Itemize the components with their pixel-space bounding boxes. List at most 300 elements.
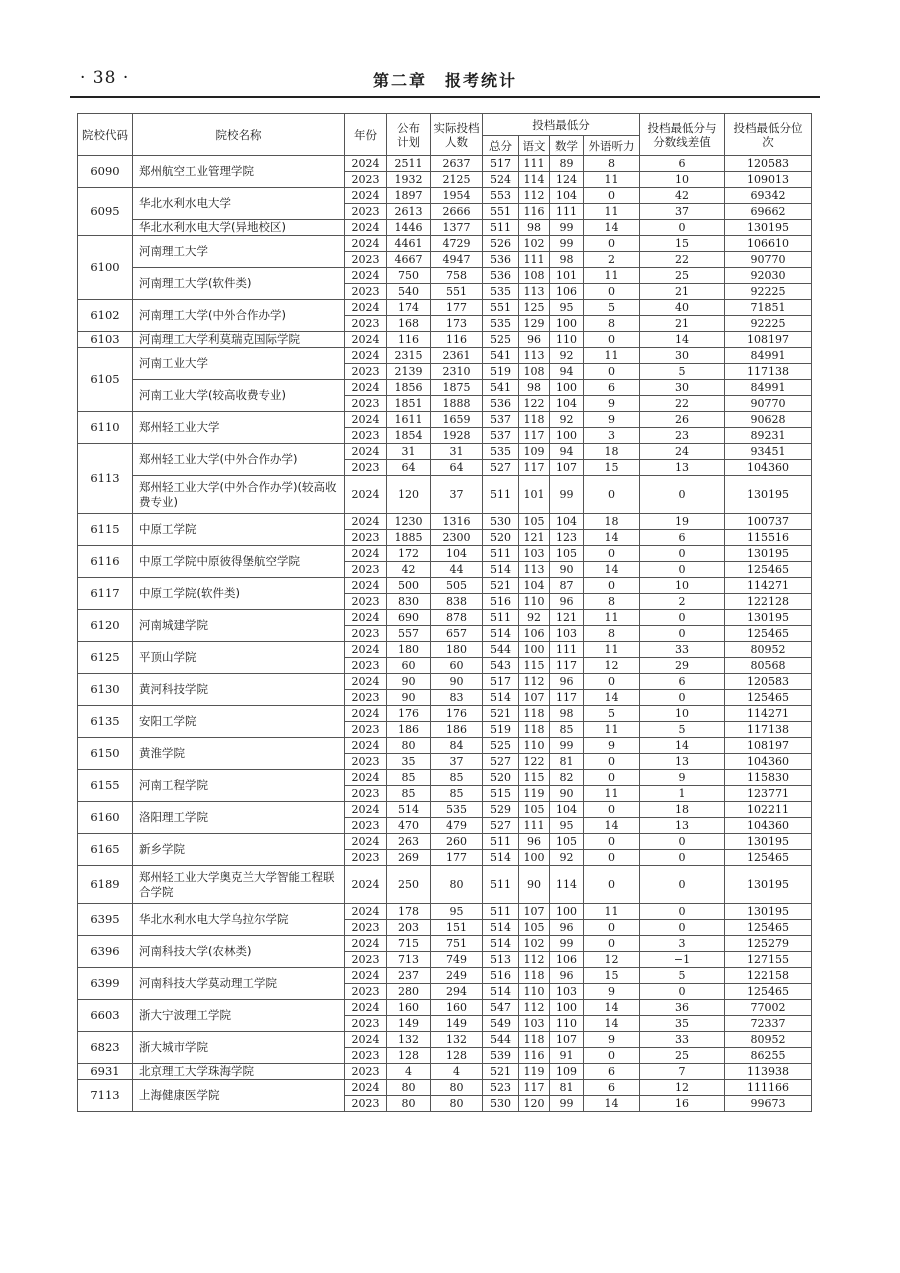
- chinese-cell: 103: [519, 546, 550, 562]
- rank-cell: 93451: [725, 444, 812, 460]
- actual-cell: 160: [431, 1000, 483, 1016]
- actual-cell: 2666: [431, 204, 483, 220]
- total-cell: 511: [483, 220, 519, 236]
- listening-cell: 0: [584, 546, 640, 562]
- plan-cell: 1854: [387, 428, 431, 444]
- listening-cell: 9: [584, 1032, 640, 1048]
- listening-cell: 5: [584, 300, 640, 316]
- total-cell: 519: [483, 722, 519, 738]
- chinese-cell: 118: [519, 412, 550, 428]
- page-header: [70, 66, 820, 94]
- year-cell: 2024: [345, 300, 387, 316]
- year-cell: 2023: [345, 396, 387, 412]
- total-cell: 539: [483, 1048, 519, 1064]
- year-cell: 2023: [345, 952, 387, 968]
- listening-cell: 11: [584, 642, 640, 658]
- chinese-cell: 119: [519, 1064, 550, 1080]
- rank-cell: 104360: [725, 754, 812, 770]
- school-name-cell: 河南理工大学(中外合作办学): [133, 300, 345, 332]
- year-cell: 2024: [345, 444, 387, 460]
- total-cell: 515: [483, 786, 519, 802]
- diff-cell: 6: [640, 530, 725, 546]
- chinese-cell: 101: [519, 476, 550, 514]
- listening-cell: 0: [584, 332, 640, 348]
- school-name-cell: 郑州航空工业管理学院: [133, 156, 345, 188]
- diff-cell: 35: [640, 1016, 725, 1032]
- plan-cell: 180: [387, 642, 431, 658]
- chinese-cell: 120: [519, 1096, 550, 1112]
- total-cell: 536: [483, 396, 519, 412]
- school-code-cell: 6095: [78, 188, 133, 236]
- chinese-cell: 117: [519, 1080, 550, 1096]
- header-rule: [70, 96, 820, 98]
- diff-cell: 33: [640, 1032, 725, 1048]
- actual-cell: 64: [431, 460, 483, 476]
- plan-cell: 80: [387, 1096, 431, 1112]
- rank-cell: 125465: [725, 920, 812, 936]
- diff-cell: 0: [640, 850, 725, 866]
- diff-cell: 37: [640, 204, 725, 220]
- plan-cell: 1230: [387, 514, 431, 530]
- math-cell: 94: [550, 444, 584, 460]
- year-cell: 2024: [345, 220, 387, 236]
- listening-cell: 0: [584, 770, 640, 786]
- header-code: 院校代码: [78, 114, 133, 156]
- diff-cell: 2: [640, 594, 725, 610]
- diff-cell: 25: [640, 1048, 725, 1064]
- table-row: [78, 904, 812, 920]
- actual-cell: 1888: [431, 396, 483, 412]
- school-name-cell: 郑州轻工业大学(中外合作办学): [133, 444, 345, 476]
- school-code-cell: 6135: [78, 706, 133, 738]
- math-cell: 96: [550, 920, 584, 936]
- diff-cell: 10: [640, 706, 725, 722]
- total-cell: 549: [483, 1016, 519, 1032]
- table-row: [78, 348, 812, 364]
- actual-cell: 294: [431, 984, 483, 1000]
- plan-cell: 715: [387, 936, 431, 952]
- total-cell: 511: [483, 834, 519, 850]
- rank-cell: 117138: [725, 722, 812, 738]
- chinese-cell: 118: [519, 1032, 550, 1048]
- math-cell: 106: [550, 952, 584, 968]
- actual-cell: 535: [431, 802, 483, 818]
- rank-cell: 115516: [725, 530, 812, 546]
- actual-cell: 4729: [431, 236, 483, 252]
- diff-cell: 25: [640, 268, 725, 284]
- table-row: [78, 1000, 812, 1016]
- year-cell: 2024: [345, 380, 387, 396]
- year-cell: 2023: [345, 284, 387, 300]
- plan-cell: 2511: [387, 156, 431, 172]
- rank-cell: 90770: [725, 396, 812, 412]
- plan-cell: 35: [387, 754, 431, 770]
- chinese-cell: 112: [519, 188, 550, 204]
- school-name-cell: 新乡学院: [133, 834, 345, 866]
- chinese-cell: 96: [519, 332, 550, 348]
- total-cell: 516: [483, 968, 519, 984]
- plan-cell: 263: [387, 834, 431, 850]
- school-code-cell: 6823: [78, 1032, 133, 1064]
- actual-cell: 84: [431, 738, 483, 754]
- total-cell: 521: [483, 706, 519, 722]
- year-cell: 2024: [345, 514, 387, 530]
- diff-cell: 29: [640, 658, 725, 674]
- year-cell: 2024: [345, 156, 387, 172]
- chinese-cell: 116: [519, 1048, 550, 1064]
- school-code-cell: 6396: [78, 936, 133, 968]
- diff-cell: 21: [640, 316, 725, 332]
- year-cell: 2024: [345, 1000, 387, 1016]
- listening-cell: 11: [584, 722, 640, 738]
- year-cell: 2024: [345, 476, 387, 514]
- actual-cell: 1954: [431, 188, 483, 204]
- table-row: [78, 610, 812, 626]
- chinese-cell: 112: [519, 674, 550, 690]
- school-name-cell: 河南工业大学(较高收费专业): [133, 380, 345, 412]
- listening-cell: 14: [584, 1016, 640, 1032]
- rank-cell: 111166: [725, 1080, 812, 1096]
- table-row: [78, 300, 812, 316]
- listening-cell: 0: [584, 1048, 640, 1064]
- school-name-cell: 北京理工大学珠海学院: [133, 1064, 345, 1080]
- math-cell: 96: [550, 968, 584, 984]
- school-name-cell: 中原工学院中原彼得堡航空学院: [133, 546, 345, 578]
- year-cell: 2024: [345, 236, 387, 252]
- year-cell: 2024: [345, 706, 387, 722]
- math-cell: 99: [550, 236, 584, 252]
- table-row: [78, 236, 812, 252]
- listening-cell: 15: [584, 968, 640, 984]
- header-plan: 公布计划: [387, 114, 431, 156]
- rank-cell: 130195: [725, 866, 812, 904]
- math-cell: 121: [550, 610, 584, 626]
- listening-cell: 11: [584, 204, 640, 220]
- math-cell: 87: [550, 578, 584, 594]
- chinese-cell: 118: [519, 968, 550, 984]
- diff-cell: 6: [640, 674, 725, 690]
- rank-cell: 125465: [725, 562, 812, 578]
- rank-cell: 122158: [725, 968, 812, 984]
- total-cell: 514: [483, 984, 519, 1000]
- rank-cell: 71851: [725, 300, 812, 316]
- chinese-cell: 121: [519, 530, 550, 546]
- plan-cell: 500: [387, 578, 431, 594]
- listening-cell: 8: [584, 156, 640, 172]
- math-cell: 110: [550, 1016, 584, 1032]
- school-code-cell: 6102: [78, 300, 133, 332]
- actual-cell: 176: [431, 706, 483, 722]
- plan-cell: 557: [387, 626, 431, 642]
- table-row: [78, 866, 812, 904]
- plan-cell: 60: [387, 658, 431, 674]
- rank-cell: 130195: [725, 834, 812, 850]
- table-row: [78, 968, 812, 984]
- total-cell: 520: [483, 770, 519, 786]
- plan-cell: 168: [387, 316, 431, 332]
- year-cell: 2024: [345, 348, 387, 364]
- total-cell: 514: [483, 690, 519, 706]
- actual-cell: 149: [431, 1016, 483, 1032]
- chinese-cell: 106: [519, 626, 550, 642]
- math-cell: 91: [550, 1048, 584, 1064]
- total-cell: 511: [483, 904, 519, 920]
- chinese-cell: 105: [519, 802, 550, 818]
- school-name-cell: 黄淮学院: [133, 738, 345, 770]
- listening-cell: 6: [584, 1064, 640, 1080]
- diff-cell: 0: [640, 562, 725, 578]
- listening-cell: 9: [584, 738, 640, 754]
- total-cell: 530: [483, 514, 519, 530]
- rank-cell: 90628: [725, 412, 812, 428]
- diff-cell: 13: [640, 818, 725, 834]
- total-cell: 541: [483, 348, 519, 364]
- actual-cell: 657: [431, 626, 483, 642]
- total-cell: 536: [483, 268, 519, 284]
- rank-cell: 86255: [725, 1048, 812, 1064]
- actual-cell: 60: [431, 658, 483, 674]
- actual-cell: 37: [431, 476, 483, 514]
- math-cell: 98: [550, 252, 584, 268]
- school-code-cell: 6603: [78, 1000, 133, 1032]
- header-rank: 投档最低分位次: [725, 114, 812, 156]
- chinese-cell: 112: [519, 1000, 550, 1016]
- year-cell: 2023: [345, 722, 387, 738]
- math-cell: 98: [550, 706, 584, 722]
- actual-cell: 758: [431, 268, 483, 284]
- rank-cell: 120583: [725, 156, 812, 172]
- listening-cell: 8: [584, 594, 640, 610]
- chinese-cell: 129: [519, 316, 550, 332]
- plan-cell: 85: [387, 786, 431, 802]
- chinese-cell: 105: [519, 514, 550, 530]
- diff-cell: 26: [640, 412, 725, 428]
- rank-cell: 80952: [725, 642, 812, 658]
- actual-cell: 128: [431, 1048, 483, 1064]
- chinese-cell: 98: [519, 220, 550, 236]
- math-cell: 100: [550, 428, 584, 444]
- actual-cell: 90: [431, 674, 483, 690]
- diff-cell: 13: [640, 460, 725, 476]
- math-cell: 123: [550, 530, 584, 546]
- math-cell: 104: [550, 514, 584, 530]
- math-cell: 89: [550, 156, 584, 172]
- listening-cell: 14: [584, 1000, 640, 1016]
- listening-cell: 0: [584, 834, 640, 850]
- actual-cell: 4: [431, 1064, 483, 1080]
- chinese-cell: 107: [519, 904, 550, 920]
- actual-cell: 551: [431, 284, 483, 300]
- diff-cell: 0: [640, 546, 725, 562]
- plan-cell: 2315: [387, 348, 431, 364]
- math-cell: 94: [550, 364, 584, 380]
- diff-cell: 0: [640, 866, 725, 904]
- table-row: [78, 802, 812, 818]
- plan-cell: 4461: [387, 236, 431, 252]
- year-cell: 2023: [345, 316, 387, 332]
- listening-cell: 6: [584, 1080, 640, 1096]
- math-cell: 99: [550, 738, 584, 754]
- math-cell: 103: [550, 626, 584, 642]
- table-row: [78, 332, 812, 348]
- total-cell: 514: [483, 920, 519, 936]
- listening-cell: 0: [584, 284, 640, 300]
- rank-cell: 125465: [725, 626, 812, 642]
- total-cell: 527: [483, 754, 519, 770]
- math-cell: 117: [550, 690, 584, 706]
- rank-cell: 125465: [725, 690, 812, 706]
- school-name-cell: 郑州轻工业大学奥克兰大学智能工程联合学院: [133, 866, 345, 904]
- plan-cell: 237: [387, 968, 431, 984]
- actual-cell: 4947: [431, 252, 483, 268]
- diff-cell: 40: [640, 300, 725, 316]
- school-name-cell: 浙大城市学院: [133, 1032, 345, 1064]
- diff-cell: 14: [640, 332, 725, 348]
- plan-cell: 690: [387, 610, 431, 626]
- math-cell: 99: [550, 476, 584, 514]
- rank-cell: 114271: [725, 578, 812, 594]
- plan-cell: 176: [387, 706, 431, 722]
- school-name-cell: 河南工程学院: [133, 770, 345, 802]
- school-name-cell: 郑州轻工业大学: [133, 412, 345, 444]
- listening-cell: 6: [584, 380, 640, 396]
- actual-cell: 1875: [431, 380, 483, 396]
- year-cell: 2023: [345, 204, 387, 220]
- chinese-cell: 90: [519, 866, 550, 904]
- rank-cell: 125465: [725, 850, 812, 866]
- table-row: [78, 444, 812, 460]
- header-actual: 实际投档人数: [431, 114, 483, 156]
- rank-cell: 130195: [725, 220, 812, 236]
- plan-cell: 203: [387, 920, 431, 936]
- math-cell: 92: [550, 850, 584, 866]
- math-cell: 90: [550, 562, 584, 578]
- school-name-cell: 河南理工大学(软件类): [133, 268, 345, 300]
- total-cell: 514: [483, 850, 519, 866]
- listening-cell: 9: [584, 984, 640, 1000]
- rank-cell: 106610: [725, 236, 812, 252]
- plan-cell: 280: [387, 984, 431, 1000]
- table-row: [78, 220, 812, 236]
- year-cell: 2024: [345, 770, 387, 786]
- actual-cell: 749: [431, 952, 483, 968]
- total-cell: 544: [483, 1032, 519, 1048]
- year-cell: 2023: [345, 658, 387, 674]
- listening-cell: 0: [584, 476, 640, 514]
- table-row: [78, 706, 812, 722]
- rank-cell: 100737: [725, 514, 812, 530]
- rank-cell: 114271: [725, 706, 812, 722]
- total-cell: 536: [483, 252, 519, 268]
- plan-cell: 713: [387, 952, 431, 968]
- school-code-cell: 6399: [78, 968, 133, 1000]
- school-code-cell: 6103: [78, 332, 133, 348]
- listening-cell: 0: [584, 936, 640, 952]
- header-year: 年份: [345, 114, 387, 156]
- actual-cell: 186: [431, 722, 483, 738]
- math-cell: 111: [550, 642, 584, 658]
- chinese-cell: 111: [519, 252, 550, 268]
- rank-cell: 99673: [725, 1096, 812, 1112]
- actual-cell: 1659: [431, 412, 483, 428]
- math-cell: 107: [550, 1032, 584, 1048]
- plan-cell: 830: [387, 594, 431, 610]
- table-row: [78, 578, 812, 594]
- year-cell: 2023: [345, 172, 387, 188]
- year-cell: 2023: [345, 530, 387, 546]
- chinese-cell: 122: [519, 754, 550, 770]
- chinese-cell: 116: [519, 204, 550, 220]
- diff-cell: 5: [640, 968, 725, 984]
- school-name-cell: 河南城建学院: [133, 610, 345, 642]
- total-cell: 511: [483, 476, 519, 514]
- plan-cell: 132: [387, 1032, 431, 1048]
- year-cell: 2024: [345, 738, 387, 754]
- year-cell: 2023: [345, 786, 387, 802]
- math-cell: 85: [550, 722, 584, 738]
- rank-cell: 69662: [725, 204, 812, 220]
- school-name-cell: 上海健康医学院: [133, 1080, 345, 1112]
- plan-cell: 174: [387, 300, 431, 316]
- actual-cell: 173: [431, 316, 483, 332]
- plan-cell: 540: [387, 284, 431, 300]
- table-row: [78, 1064, 812, 1080]
- year-cell: 2024: [345, 546, 387, 562]
- year-cell: 2024: [345, 1080, 387, 1096]
- plan-cell: 2613: [387, 204, 431, 220]
- year-cell: 2024: [345, 866, 387, 904]
- diff-cell: 12: [640, 1080, 725, 1096]
- header-min-score-group: 投档最低分: [483, 114, 640, 136]
- actual-cell: 505: [431, 578, 483, 594]
- total-cell: 517: [483, 156, 519, 172]
- total-cell: 526: [483, 236, 519, 252]
- math-cell: 81: [550, 754, 584, 770]
- table-row: [78, 188, 812, 204]
- year-cell: 2024: [345, 268, 387, 284]
- year-cell: 2024: [345, 834, 387, 850]
- year-cell: 2023: [345, 626, 387, 642]
- year-cell: 2023: [345, 428, 387, 444]
- plan-cell: 470: [387, 818, 431, 834]
- school-code-cell: 6117: [78, 578, 133, 610]
- actual-cell: 95: [431, 904, 483, 920]
- actual-cell: 31: [431, 444, 483, 460]
- total-cell: 535: [483, 444, 519, 460]
- math-cell: 105: [550, 546, 584, 562]
- header-name: 院校名称: [133, 114, 345, 156]
- total-cell: 525: [483, 738, 519, 754]
- year-cell: 2023: [345, 364, 387, 380]
- table-row: [78, 546, 812, 562]
- diff-cell: 5: [640, 722, 725, 738]
- actual-cell: 249: [431, 968, 483, 984]
- year-cell: 2024: [345, 578, 387, 594]
- year-cell: 2024: [345, 188, 387, 204]
- plan-cell: 116: [387, 332, 431, 348]
- year-cell: 2023: [345, 594, 387, 610]
- chinese-cell: 111: [519, 818, 550, 834]
- chinese-cell: 112: [519, 952, 550, 968]
- plan-cell: 1446: [387, 220, 431, 236]
- school-code-cell: 6120: [78, 610, 133, 642]
- rank-cell: 84991: [725, 380, 812, 396]
- year-cell: 2024: [345, 674, 387, 690]
- listening-cell: 15: [584, 460, 640, 476]
- total-cell: 521: [483, 1064, 519, 1080]
- listening-cell: 18: [584, 514, 640, 530]
- listening-cell: 11: [584, 348, 640, 364]
